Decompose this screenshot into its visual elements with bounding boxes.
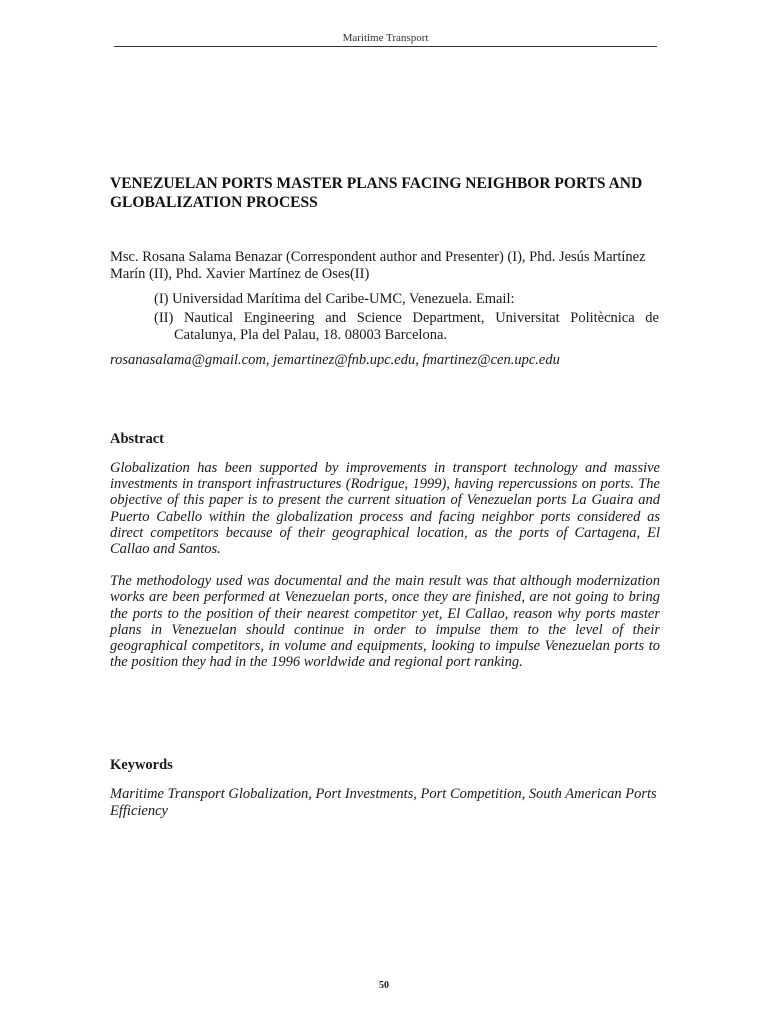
abstract-heading: Abstract xyxy=(110,431,164,447)
affiliation-1: (I) Universidad Marítima del Caribe-UMC, Venezuela. Email: xyxy=(154,291,515,307)
page-number: 50 xyxy=(379,980,389,991)
author-list: Msc. Rosana Salama Benazar (Correspondent author and Presenter) (I), Phd. Jesús Martínez Marín (II), Phd. Xavier Martínez de Oses(II) xyxy=(110,249,646,282)
header-rule xyxy=(114,46,657,47)
abstract-paragraph-2: The methodology used was documental and the main result was that although modernization works are been performed at Venezuelan ports, once they are finished, are not going to bring the ports to the position of their nearest competitor yet, El Callao, reason why ports master plans in Venezuelan should continue in order to impulse them to the level of their geographical competitors, in volume and equipments, looking to impulse Venezuelan ports to the position they had in the 1996 worldwide and regional port ranking. xyxy=(110,573,660,671)
running-header: Maritime Transport xyxy=(342,32,429,44)
author-emails: rosanasalama@gmail.com, jemartinez@fnb.upc.edu, fmartinez@cen.upc.edu xyxy=(110,352,560,368)
affiliation-list xyxy=(154,291,659,346)
keywords-text: Maritime Transport Globalization, Port Investments, Port Competition, South American Ports Efficiency xyxy=(110,786,657,819)
paper-title: VENEZUELAN PORTS MASTER PLANS FACING NEIGHBOR PORTS AND GLOBALIZATION PROCESS xyxy=(110,175,643,211)
abstract-body xyxy=(110,460,660,686)
affiliation-2: (II) Nautical Engineering and Science Department, Universitat Politècnica de Catalunya, Pla del Palau, 18. 08003 Barcelona. xyxy=(154,310,659,343)
keywords-heading: Keywords xyxy=(110,757,173,773)
abstract-paragraph-1: Globalization has been supported by improvements in transport technology and massive investments in transport infrastructures (Rodrigue, 1999), having repercussions on ports. The objective of this paper is to present the current situation of Venezuelan ports La Guaira and Puerto Cabello within the globalization process and facing neighbor ports considered as direct competitors because of their geographical location, as the ports of Cartagena, El Callao and Santos. xyxy=(110,460,660,558)
